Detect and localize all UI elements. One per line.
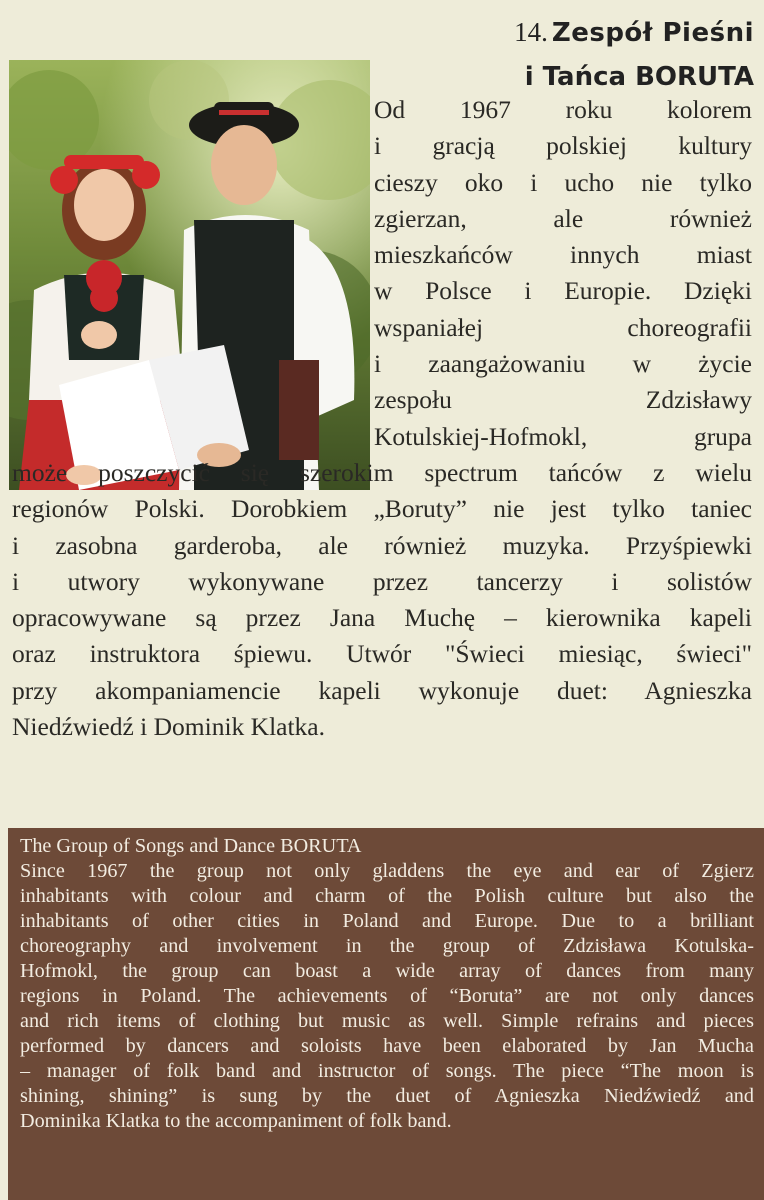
polish-line: w Polsce i Europie. Dzięki: [374, 276, 752, 306]
english-line: shining, shining” is sung by the duet of Agnieszka Niedźwiedź and: [20, 1085, 754, 1107]
polish-line: wspaniałej choreografii: [374, 312, 752, 342]
english-line: Hofmokl, the group can boast a wide array of dances from many: [20, 960, 754, 982]
polish-line: i zaangażowaniu w życie: [374, 349, 752, 379]
polish-line: mieszkańców innych miast: [374, 240, 752, 270]
polish-line: regionów Polski. Dorobkiem „Boruty” nie jest tylko taniec: [12, 494, 752, 524]
english-line: choreography and involvement in the group of Zdzisława Kotulska-: [20, 935, 754, 957]
title-line-1: Zespół Pieśni: [551, 18, 754, 48]
polish-line: może poszczycić się szerokim spectrum tańców z wielu: [12, 457, 752, 487]
polish-line: Niedźwiedź i Dominik Klatka.: [12, 712, 325, 742]
english-line: regions in Poland. The achievements of “Boruta” are not only dances: [20, 985, 754, 1007]
english-line: Dominika Klatka to the accompaniment of folk band.: [20, 1110, 452, 1132]
polish-article-text: [12, 92, 752, 745]
polish-line: opracowywane są przez Jana Muchę – kierownika kapeli: [12, 603, 752, 633]
polish-line: i zasobna garderoba, ale również muzyka. Przyśpiewki: [12, 530, 752, 560]
english-line: and rich items of clothing but music as well. Simple refrains and pieces: [20, 1010, 754, 1032]
article-title: [372, 12, 754, 97]
title-line-2: i Tańca BORUTA: [524, 62, 754, 92]
polish-line: zespołu Zdzisławy: [374, 385, 752, 415]
polish-line: oraz instruktora śpiewu. Utwór "Świeci miesiąc, świeci": [12, 639, 752, 669]
article-number: 14.: [514, 17, 548, 47]
english-translation-box: [8, 828, 764, 1200]
polish-line: cieszy oko i ucho nie tylko: [374, 167, 752, 197]
english-line: inhabitants with colour and charm of the Polish culture but also the: [20, 885, 754, 907]
polish-line: przy akompaniamencie kapeli wykonuje duet: Agnieszka: [12, 675, 752, 705]
english-title: The Group of Songs and Dance BORUTA: [20, 835, 362, 857]
polish-line: Kotulskiej-Hofmokl, grupa: [374, 421, 752, 451]
english-line: inhabitants of other cities in Poland and Europe. Due to a brilliant: [20, 910, 754, 932]
polish-line: i gracją polskiej kultury: [374, 131, 752, 161]
polish-line: zgierzan, ale również: [374, 203, 752, 233]
polish-line: i utwory wykonywane przez tancerzy i solistów: [12, 566, 752, 596]
english-line: – manager of folk band and instructor of songs. The piece “The moon is: [20, 1060, 754, 1082]
english-article-text: [20, 834, 754, 1134]
english-line: Since 1967 the group not only gladdens the eye and ear of Zgierz: [20, 860, 754, 882]
polish-line: Od 1967 roku kolorem: [374, 95, 752, 124]
english-line: performed by dancers and soloists have been elaborated by Jan Mucha: [20, 1035, 754, 1057]
